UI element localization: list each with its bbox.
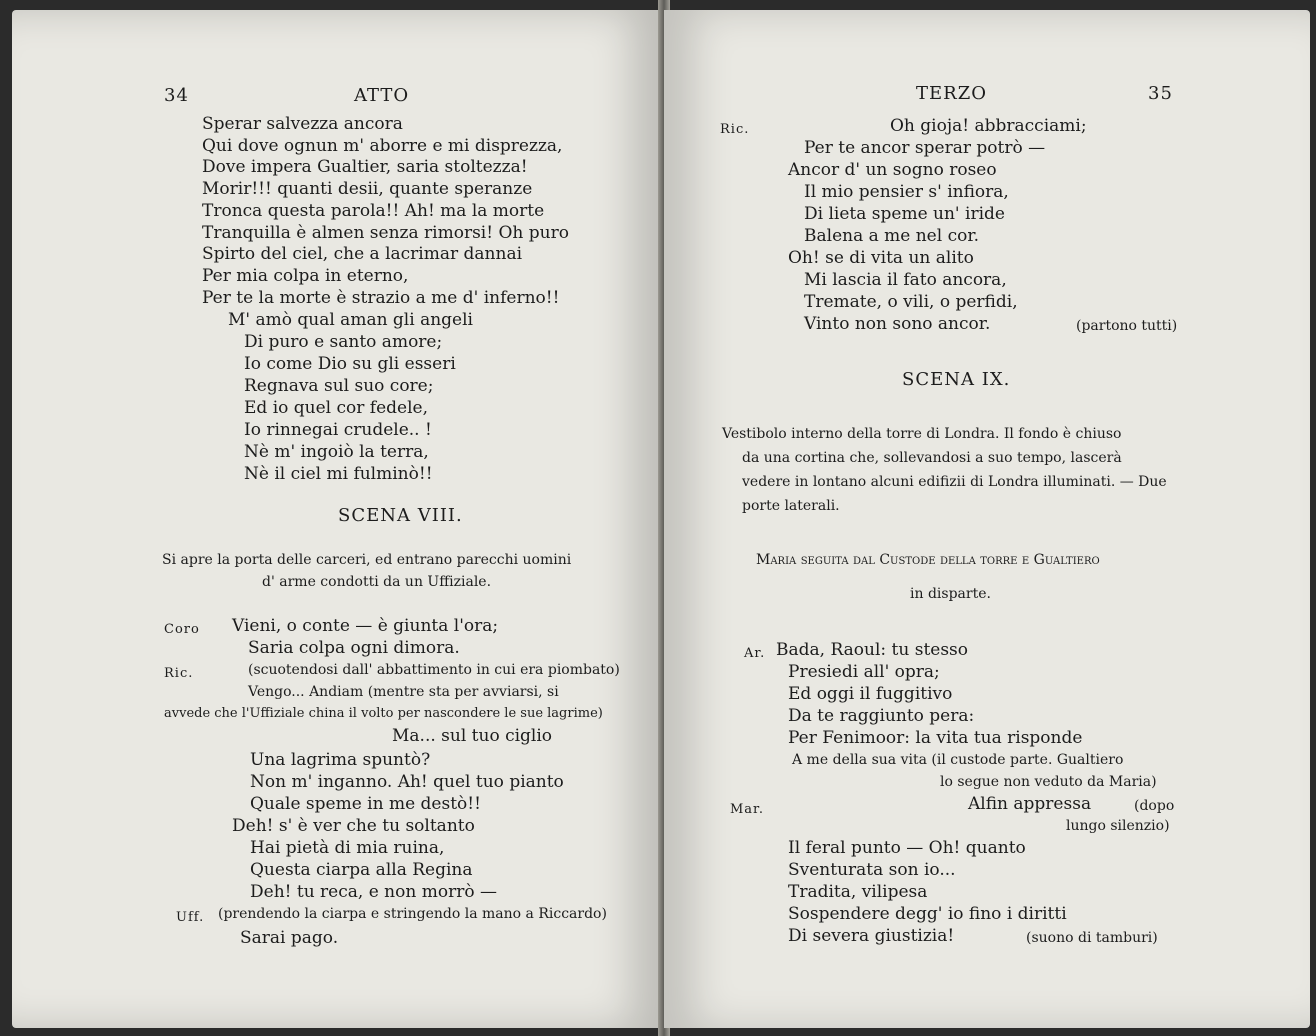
dialogue-line: Quale speme in me destò!!	[250, 794, 481, 814]
dialogue-line: Il feral punto — Oh! quanto	[788, 838, 1026, 858]
verse-line: M' amò qual aman gli angeli	[228, 310, 473, 330]
verse-line: Sperar salvezza ancora	[202, 114, 403, 134]
verse-line: Tranquilla è almen senza rimorsi! Oh puro	[202, 223, 569, 243]
dialogue-line: Ma... sul tuo ciglio	[392, 726, 553, 746]
stage-direction: d' arme condotti da un Uffiziale.	[262, 574, 492, 590]
stage-direction: (suono di tamburi)	[1026, 930, 1158, 946]
dialogue-line: Bada, Raoul: tu stesso	[776, 640, 969, 660]
dialogue-line: A me della sua vita (il custode parte. Gualtiero	[792, 752, 1124, 768]
verse-line: Tronca questa parola!! Ah! ma la morte	[202, 201, 545, 221]
dialogue-line: Vengo... Andiam (mentre sta per avviarsi, si	[248, 684, 559, 700]
setting-line: Vestibolo interno della torre di Londra. Il fondo è chiuso	[722, 426, 1122, 442]
dialogue-line: Non m' inganno. Ah! quel tuo pianto	[250, 772, 564, 792]
speaker-label: Ar.	[744, 646, 766, 661]
right-page	[664, 10, 1310, 1028]
stage-direction: lungo silenzio)	[1066, 818, 1170, 834]
left-page	[12, 10, 662, 1028]
scene-title: SCENA VIII.	[338, 505, 463, 526]
dialogue-line: Tradita, vilipesa	[788, 882, 928, 902]
dialogue-line: Vieni, o conte — è giunta l'ora;	[232, 616, 499, 636]
dialogue-line: Questa ciarpa alla Regina	[250, 860, 473, 880]
dialogue-line: Per te ancor sperar potrò —	[804, 138, 1046, 158]
dialogue-line: Sventurata son io...	[788, 860, 956, 880]
stage-direction: (prendendo la ciarpa e stringendo la mano a Riccardo)	[218, 906, 607, 922]
dialogue-line: Di severa giustizia!	[788, 926, 955, 946]
speaker-label: Uff.	[176, 910, 205, 925]
stage-direction: (partono tutti)	[1076, 318, 1178, 334]
dialogue-line: Ancor d' un sogno roseo	[788, 160, 997, 180]
speaker-label: Ric.	[164, 666, 194, 681]
verse-line: Nè m' ingoiò la terra,	[244, 442, 429, 462]
page-number: 35	[1148, 83, 1173, 104]
dialogue-line: Deh! s' è ver che tu soltanto	[232, 816, 475, 836]
dialogue-line: Ed oggi il fuggitivo	[788, 684, 953, 704]
verse-line: Per mia colpa in eterno,	[202, 266, 409, 286]
dialogue-line: Vinto non sono ancor.	[804, 314, 991, 334]
characters-line: Maria seguita dal Custode della torre e Gualtiero	[756, 552, 1100, 568]
running-head: ATTO	[354, 85, 410, 106]
dialogue-line: Oh! se di vita un alito	[788, 248, 974, 268]
verse-line: Io rinnegai crudele.. !	[244, 420, 432, 440]
verse-line: Regnava sul suo core;	[244, 376, 434, 396]
dialogue-line: Oh gioja! abbracciami;	[890, 116, 1087, 136]
verse-line: Io come Dio su gli esseri	[244, 354, 456, 374]
speaker-label: Mar.	[730, 802, 764, 817]
dialogue-line: Per Fenimoor: la vita tua risponde	[788, 728, 1083, 748]
stage-direction: (dopo	[1134, 798, 1175, 814]
dialogue-line: Presiedi all' opra;	[788, 662, 940, 682]
running-head: TERZO	[916, 83, 987, 104]
verse-line: Nè il ciel mi fulminò!!	[244, 464, 433, 484]
setting-line: porte laterali.	[742, 498, 840, 514]
verse-line: Dove impera Gualtier, saria stoltezza!	[202, 157, 528, 177]
dialogue-line: Il mio pensier s' infiora,	[804, 182, 1009, 202]
setting-line: vedere in lontano alcuni edifizii di Londra illuminati. — Due	[742, 474, 1167, 490]
dialogue-line: Da te raggiunto pera:	[788, 706, 975, 726]
verse-line: Spirto del ciel, che a lacrimar dannai	[202, 244, 523, 264]
dialogue-line: Saria colpa ogni dimora.	[248, 638, 460, 658]
stage-direction: avvede che l'Uffiziale china il volto per nascondere le sue lagrime)	[164, 706, 603, 721]
dialogue-line: Alfin appressa	[968, 794, 1092, 814]
verse-line: Di puro e santo amore;	[244, 332, 443, 352]
setting-line: da una cortina che, sollevandosi a suo tempo, lascerà	[742, 450, 1122, 466]
dialogue-line: Di lieta speme un' iride	[804, 204, 1005, 224]
dialogue-line: Tremate, o vili, o perfidi,	[804, 292, 1018, 312]
dialogue-line: Sospendere degg' io fino i diritti	[788, 904, 1067, 924]
dialogue-line: Hai pietà di mia ruina,	[250, 838, 445, 858]
dialogue-line: Una lagrima spuntò?	[250, 750, 431, 770]
stage-direction: Si apre la porta delle carceri, ed entrano parecchi uomini	[162, 552, 572, 568]
scene-title: SCENA IX.	[902, 369, 1011, 390]
dialogue-line: Balena a me nel cor.	[804, 226, 980, 246]
speaker-label: Coro	[164, 622, 200, 637]
stage-direction: lo segue non veduto da Maria)	[940, 774, 1157, 790]
verse-line: Morir!!! quanti desii, quante speranze	[202, 179, 533, 199]
page-number: 34	[164, 85, 189, 106]
stage-direction: (scuotendosi dall' abbattimento in cui era piombato)	[248, 662, 620, 678]
characters-line: in disparte.	[910, 586, 991, 602]
dialogue-line: Mi lascia il fato ancora,	[804, 270, 1007, 290]
dialogue-line: Deh! tu reca, e non morrò —	[250, 882, 497, 902]
verse-line: Ed io quel cor fedele,	[244, 398, 428, 418]
verse-line: Per te la morte è strazio a me d' inferno!!	[202, 288, 560, 308]
speaker-label: Ric.	[720, 122, 750, 137]
verse-line: Qui dove ognun m' aborre e mi disprezza,	[202, 136, 563, 156]
dialogue-line: Sarai pago.	[240, 928, 339, 948]
